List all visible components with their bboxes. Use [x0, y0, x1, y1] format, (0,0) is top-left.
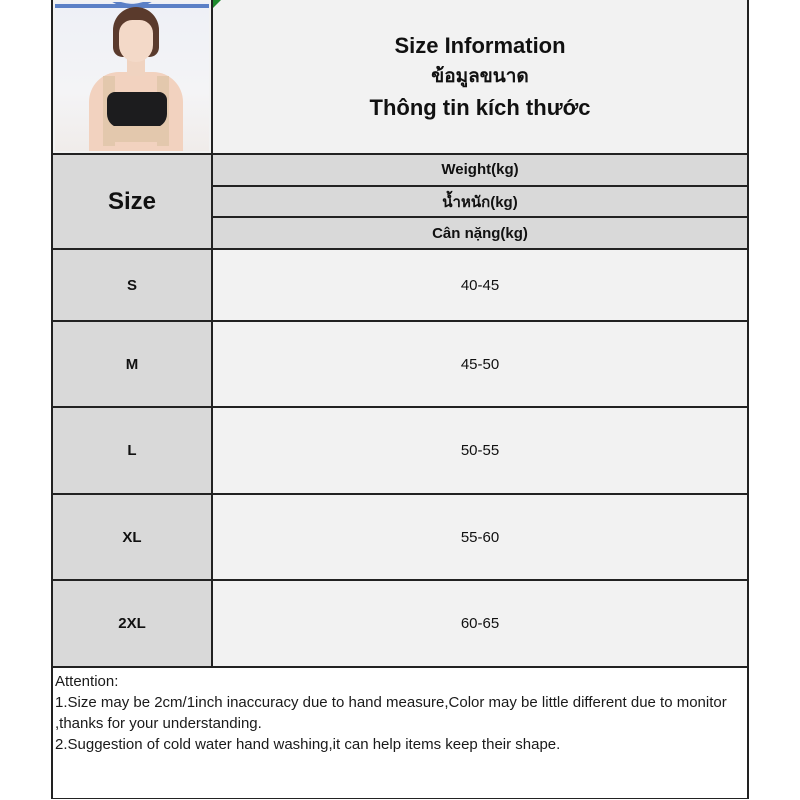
table-row [53, 408, 747, 495]
title-thai: ข้อมูลขนาด [431, 65, 529, 87]
weight-header-vietnamese: Cân nặng(kg) [432, 224, 528, 242]
note-heading: Attention: [55, 673, 119, 690]
cell-comment-marker-icon [213, 0, 221, 8]
note-line-2: 2.Suggestion of cold water hand washing,it can help items keep their shape. [55, 736, 561, 753]
attention-note [53, 668, 747, 798]
weight-cell: 50-55 [213, 408, 747, 493]
size-cell: XL [53, 495, 213, 579]
table-header-row [53, 155, 747, 250]
title-english: Size Information [394, 32, 566, 58]
weight-header-thai: น้ำหนัก(kg) [213, 187, 747, 219]
table-row [53, 495, 747, 581]
title-vietnamese: Thông tin kích thước [369, 94, 591, 120]
size-cell: S [53, 250, 213, 320]
size-cell: L [53, 408, 213, 493]
size-chart [51, 0, 749, 799]
size-header: Size [53, 155, 213, 248]
weight-cell: 45-50 [213, 322, 747, 406]
table-row [53, 322, 747, 408]
product-photo [55, 2, 209, 151]
size-cell: M [53, 322, 213, 406]
weight-cell: 55-60 [213, 495, 747, 579]
weight-cell: 60-65 [213, 581, 747, 666]
note-line-1: 1.Size may be 2cm/1inch inaccuracy due to hand measure,Color may be little different due to monitor ,thanks for your understanding. [55, 694, 727, 732]
weight-header-group [213, 155, 747, 248]
size-cell: 2XL [53, 581, 213, 666]
weight-cell: 40-45 [213, 250, 747, 320]
title-cell [213, 0, 747, 153]
table-row [53, 581, 747, 668]
product-photo-cell [53, 0, 213, 153]
table-row [53, 250, 747, 322]
title-row [53, 0, 747, 155]
weight-header-english: Weight(kg) [213, 155, 747, 187]
